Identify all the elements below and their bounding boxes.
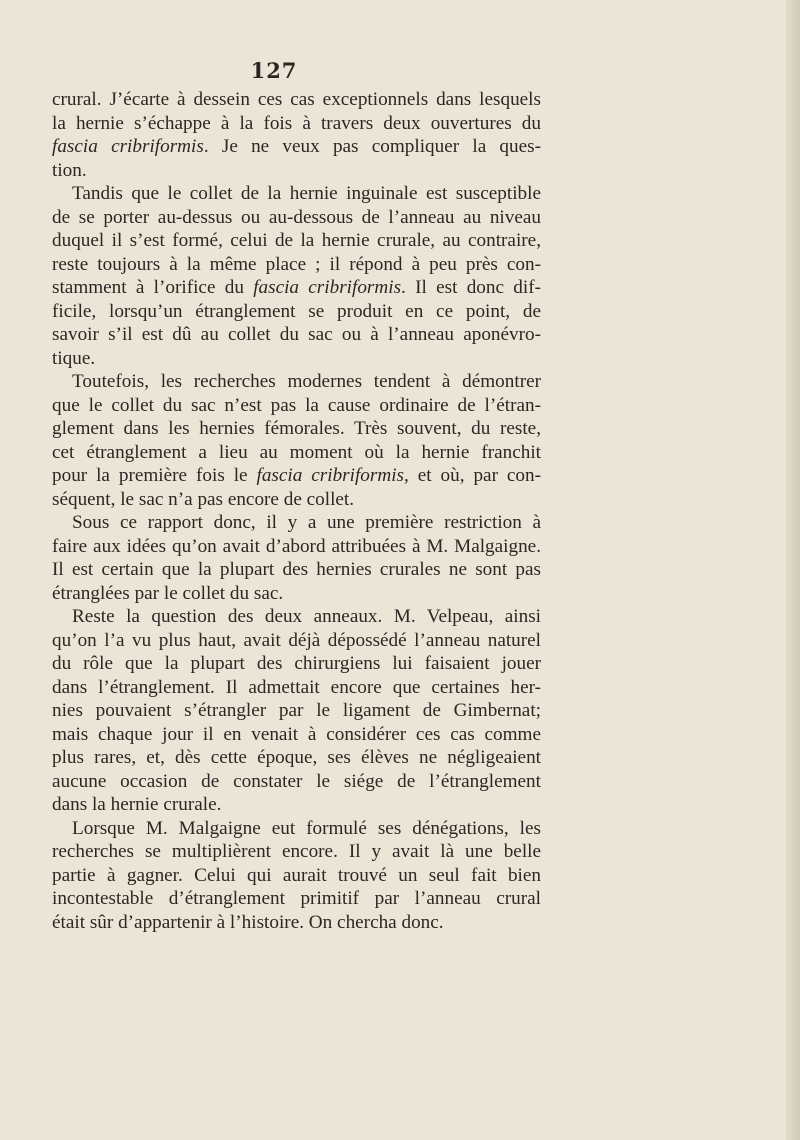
text-line: [52, 347, 541, 371]
text-line: [52, 511, 541, 535]
text-line: [52, 159, 541, 183]
text-line: [52, 911, 541, 935]
text-run: ficile, lorsqu’un étranglement se produit en ce point, de: [52, 300, 541, 322]
text-run: dans l’étranglement. Il admettait encore que certaines her-: [52, 676, 541, 698]
text-run: partie à gagner. Celui qui aurait trouvé un seul fait bien: [52, 864, 541, 886]
text-run: étranglées par le collet du sac.: [52, 582, 284, 604]
text-run: la hernie s’échappe à la fois à travers deux ouvertures du: [52, 112, 541, 134]
paragraph: [52, 182, 541, 370]
text-line: [52, 887, 541, 911]
text-run: aucune occasion de constater le siége de l’étranglement: [52, 770, 541, 792]
text-run: de se porter au-dessus ou au-dessous de l’anneau au niveau: [52, 206, 541, 228]
paragraph: [52, 88, 541, 182]
text-run: . Il est donc dif-: [401, 277, 541, 298]
text-run: tion.: [52, 159, 87, 181]
text-run: cet étranglement a lieu au moment où la hernie franchit: [52, 441, 541, 463]
text-run: recherches se multiplièrent encore. Il y avait là une belle: [52, 841, 541, 862]
text-line: [52, 300, 541, 324]
text-run: reste toujours à la même place ; il répond à peu près con-: [52, 253, 541, 275]
text-run: duquel il s’est formé, celui de la hernie crurale, au contraire,: [52, 230, 541, 251]
text-run: dans la hernie crurale.: [52, 794, 222, 815]
text-run: nies pouvaient s’étrangler par le ligament de Gimbernat;: [52, 700, 541, 721]
text-run: Sous ce rapport donc, il y a une première restriction à: [72, 512, 541, 533]
text-run: Toutefois, les recherches modernes tendent à démontrer: [72, 371, 541, 392]
body-text: [52, 88, 541, 934]
text-line: [52, 558, 541, 582]
text-line: [52, 770, 541, 794]
italic-term: fascia cribriformis: [253, 277, 402, 298]
text-run: mais chaque jour il en venait à considérer ces cas comme: [52, 723, 541, 745]
paragraph: [52, 370, 541, 511]
text-line: [52, 323, 541, 347]
text-line: [52, 488, 541, 512]
text-run: , et où, par con-: [404, 465, 541, 486]
text-line: [52, 112, 541, 136]
text-line: [52, 88, 541, 112]
text-run: savoir s’il est dû au collet du sac ou à l’anneau aponévro-: [52, 324, 541, 345]
page-edge-shadow: [786, 0, 800, 1140]
text-line: [52, 535, 541, 559]
text-line: [52, 864, 541, 888]
paragraph: [52, 511, 541, 605]
text-run: du rôle que la plupart des chirurgiens lui faisaient jouer: [52, 653, 541, 674]
text-line: [52, 394, 541, 418]
text-line: [52, 817, 541, 841]
text-line: [52, 253, 541, 277]
text-line: [52, 699, 541, 723]
text-run: tique.: [52, 347, 96, 369]
text-line: [52, 135, 541, 159]
text-run: Tandis que le collet de la hernie inguinale est susceptible: [72, 183, 541, 204]
text-line: [52, 840, 541, 864]
text-line: [52, 676, 541, 700]
text-line: [52, 582, 541, 606]
text-run: Il est certain que la plupart des hernies crurales ne sont pas: [52, 559, 541, 580]
text-run: que le collet du sac n’est pas la cause ordinaire de l’étran-: [52, 394, 541, 416]
text-run: pour la première fois le: [52, 465, 257, 486]
paragraph: [52, 605, 541, 817]
text-line: [52, 206, 541, 230]
text-run: glement dans les hernies fémorales. Très souvent, du reste,: [52, 418, 541, 439]
text-line: [52, 723, 541, 747]
text-run: plus rares, et, dès cette époque, ses élèves ne négligeaient: [52, 747, 541, 768]
text-line: [52, 229, 541, 253]
text-run: stamment à l’orifice du: [52, 277, 254, 298]
text-run: séquent, le sac n’a pas encore de collet.: [52, 488, 355, 510]
page-number: 127: [250, 58, 298, 83]
text-run: faire aux idées qu’on avait d’abord attribuées à M. Malgaigne.: [52, 535, 541, 557]
text-line: [52, 746, 541, 770]
text-line: [52, 182, 541, 206]
text-run: Lorsque M. Malgaigne eut formulé ses dénégations, les: [72, 817, 541, 839]
italic-term: fascia cribriformis: [52, 136, 204, 157]
italic-term: fascia cribriformis: [256, 465, 405, 486]
text-line: [52, 605, 541, 629]
text-line: [52, 370, 541, 394]
text-run: Reste la question des deux anneaux. M. Velpeau, ainsi: [72, 606, 541, 627]
text-run: . Je ne veux pas compliquer la ques-: [203, 136, 541, 157]
text-line: [52, 652, 541, 676]
text-run: crural. J’écarte à dessein ces cas exceptionnels dans lesquels: [52, 89, 541, 110]
text-line: [52, 464, 541, 488]
text-line: [52, 793, 541, 817]
text-line: [52, 276, 541, 300]
text-run: était sûr d’appartenir à l’histoire. On chercha donc.: [52, 911, 444, 933]
text-line: [52, 417, 541, 441]
text-line: [52, 629, 541, 653]
text-line: [52, 441, 541, 465]
text-run: incontestable d’étranglement primitif par l’anneau crural: [52, 888, 541, 909]
paragraph: [52, 817, 541, 935]
text-run: qu’on l’a vu plus haut, avait déjà dépossédé l’anneau naturel: [52, 629, 541, 651]
